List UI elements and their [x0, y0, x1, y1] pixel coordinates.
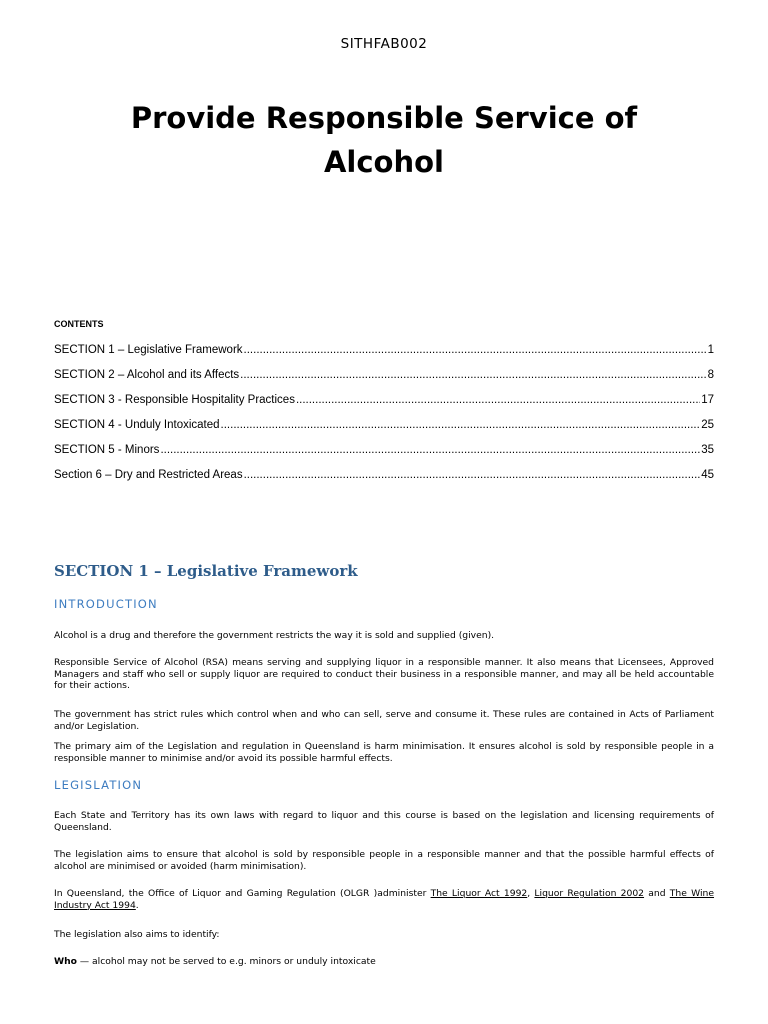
liquor-regulation-link[interactable]: Liquor Regulation 2002 [534, 888, 645, 899]
intro-paragraph-2: Responsible Service of Alcohol (RSA) means serving and supplying liquor in a responsible manner. It also means that Licensees, Approved Managers and staff who sell or supply liquor are required to conduct their business in a responsible manner, and may all be held accountable for their actions. [54, 657, 714, 691]
sentence-end: . [135, 899, 139, 911]
toc-entry-label: SECTION 5 - Minors [54, 444, 160, 456]
legislation-heading: LEGISLATION [54, 778, 143, 792]
toc-leader-dots [160, 444, 700, 456]
who-label: Who [54, 956, 77, 967]
toc-entry-section-4[interactable] [54, 419, 714, 444]
toc-leader-dots [296, 394, 700, 406]
legislation-paragraph-3 [54, 888, 714, 911]
toc-entry-page: 25 [701, 419, 714, 431]
legislation-paragraph-4: The legislation also aims to identify: [54, 929, 220, 940]
toc-entry-page: 45 [701, 469, 714, 481]
toc-leader-dots [244, 344, 707, 356]
intro-paragraph-4: The primary aim of the Legislation and regulation in Queensland is harm minimisation. It ensures alcohol is sold by responsible people in a responsible manner to minimise and/or avoid its possible harmful effects. [54, 741, 714, 764]
who-line [54, 956, 714, 968]
legislation-paragraph-2: The legislation aims to ensure that alcohol is sold by responsible people in a responsible manner and that the possible harmful effects of alcohol are minimised or avoided (harm minimisation). [54, 849, 714, 872]
intro-paragraph-3: The government has strict rules which control when and who can sell, serve and consume it. These rules are contained in Acts of Parliament and/or Legislation. [54, 709, 714, 732]
liquor-act-link[interactable]: The Liquor Act 1992 [430, 888, 528, 899]
toc-entry-section-5[interactable] [54, 444, 714, 469]
intro-paragraph-1: Alcohol is a drug and therefore the government restricts the way it is sold and supplied (given). [54, 630, 495, 641]
toc-entry-page: 8 [707, 369, 714, 381]
toc-leader-dots [221, 419, 701, 431]
toc-entry-label: SECTION 2 – Alcohol and its Affects [54, 369, 240, 381]
toc-entry-section-2[interactable] [54, 369, 714, 394]
legislation-paragraph-3-prefix: In Queensland, the Office of Liquor and Gaming Regulation (OLGR )administer [54, 888, 431, 899]
introduction-heading: INTRODUCTION [54, 597, 158, 611]
wine-industry-act-link[interactable]: The Wine Industry Act 1994 [54, 888, 715, 911]
toc-entry-page: 17 [701, 394, 714, 406]
toc-entry-label: SECTION 1 – Legislative Framework [54, 344, 243, 356]
legislation-paragraph-1: Each State and Territory has its own laws with regard to liquor and this course is based on the legislation and licensing requirements of Queensland. [54, 810, 714, 833]
toc-entry-section-1[interactable] [54, 344, 714, 369]
separator-text: and [644, 888, 670, 899]
section-1-heading: SECTION 1 – Legislative Framework [54, 562, 358, 580]
toc-entry-label: SECTION 4 - Unduly Intoxicated [54, 419, 220, 431]
toc-leader-dots [244, 469, 701, 481]
table-of-contents [54, 344, 714, 494]
toc-entry-section-3[interactable] [54, 394, 714, 419]
toc-leader-dots [240, 369, 706, 381]
who-text: — alcohol may not be served to e.g. minors or unduly intoxicate [77, 956, 376, 967]
toc-entry-section-6[interactable] [54, 469, 714, 494]
separator-text: , [527, 888, 535, 899]
contents-label: CONTENTS [54, 319, 104, 329]
toc-entry-page: 35 [701, 444, 714, 456]
title-line-1: Provide Responsible Service of [130, 101, 638, 135]
toc-entry-page: 1 [707, 344, 714, 356]
title-line-2: Alcohol [323, 145, 444, 179]
unit-code: SITHFAB002 [340, 36, 428, 52]
toc-entry-label: SECTION 3 - Responsible Hospitality Practices [54, 394, 295, 406]
toc-entry-label: Section 6 – Dry and Restricted Areas [54, 469, 243, 481]
document-title [60, 96, 708, 184]
